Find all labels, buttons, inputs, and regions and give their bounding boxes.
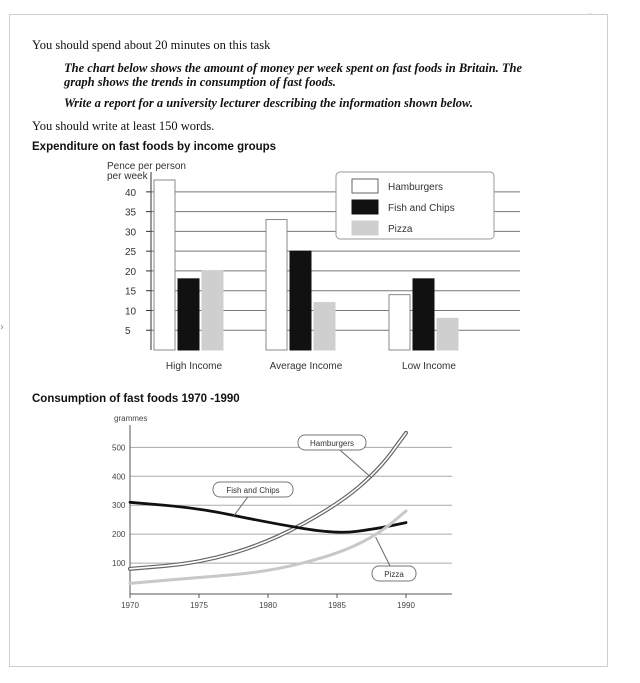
bar (314, 303, 335, 350)
y-tick-label: 5 (125, 326, 131, 338)
x-tick-label: High Income (165, 361, 223, 372)
series-line-highlight (130, 433, 406, 569)
y-tick-label: 20 (125, 266, 137, 278)
task-instruction: Write a report for a university lecturer describing the information shown below. (64, 96, 474, 110)
y-tick-label: 500 (112, 443, 126, 453)
side-expand-icon[interactable]: › (0, 322, 4, 333)
y-tick-label: 400 (112, 472, 126, 482)
y-tick-label: 200 (112, 530, 126, 540)
series-label: Fish and Chips (226, 486, 280, 495)
y-axis-label: grammes (114, 414, 148, 423)
y-tick-label: 40 (125, 187, 137, 199)
x-tick-label: 1970 (121, 601, 139, 610)
time-note: You should spend about 20 minutes on this task (32, 38, 271, 52)
series-label: Hamburgers (309, 439, 355, 448)
y-axis-label-unit: per week (107, 171, 148, 182)
legend-swatch (352, 221, 378, 235)
line-chart (0, 405, 640, 635)
line-chart-title: Consumption of fast foods 1970 -1990 (32, 393, 240, 405)
y-axis-label: Pence per person (107, 161, 186, 172)
y-tick-label: 300 (112, 501, 126, 511)
y-tick-label: 100 (112, 559, 126, 569)
y-tick-label: 30 (125, 227, 137, 239)
x-tick-label: Average Income (269, 361, 343, 372)
y-tick-label: 15 (125, 286, 137, 298)
legend-swatch (352, 179, 378, 193)
bar (413, 279, 434, 350)
x-tick-label: Low Income (402, 361, 456, 372)
legend-label: Pizza (388, 224, 413, 235)
legend-label: Fish and Chips (388, 203, 455, 214)
bar (178, 279, 199, 350)
x-tick-label: 1975 (190, 601, 208, 610)
bar (290, 251, 311, 350)
bar (202, 271, 223, 350)
y-tick-label: 25 (125, 247, 137, 259)
y-tick-label: 10 (125, 306, 137, 318)
y-tick-label: 35 (125, 207, 137, 219)
bar-chart-title: Expenditure on fast foods by income groups (32, 141, 277, 153)
legend-label: Hamburgers (388, 182, 444, 193)
task-prompt: The chart below shows the amount of money per week spent on fast foods in Britain. The graph shows the trends in consumption of fast foods. (64, 61, 523, 89)
bar-chart (0, 150, 640, 390)
legend-swatch (352, 200, 378, 214)
bar (266, 220, 287, 350)
x-tick-label: 1985 (328, 601, 346, 610)
x-tick-label: 1980 (259, 601, 277, 610)
series-line (130, 433, 406, 569)
word-count-note: You should write at least 150 words. (32, 119, 215, 133)
bar (437, 318, 458, 350)
bar (154, 180, 175, 350)
series-label: Pizza (384, 570, 404, 579)
x-tick-label: 1990 (397, 601, 415, 610)
bar (389, 295, 410, 350)
series-line (130, 502, 406, 532)
